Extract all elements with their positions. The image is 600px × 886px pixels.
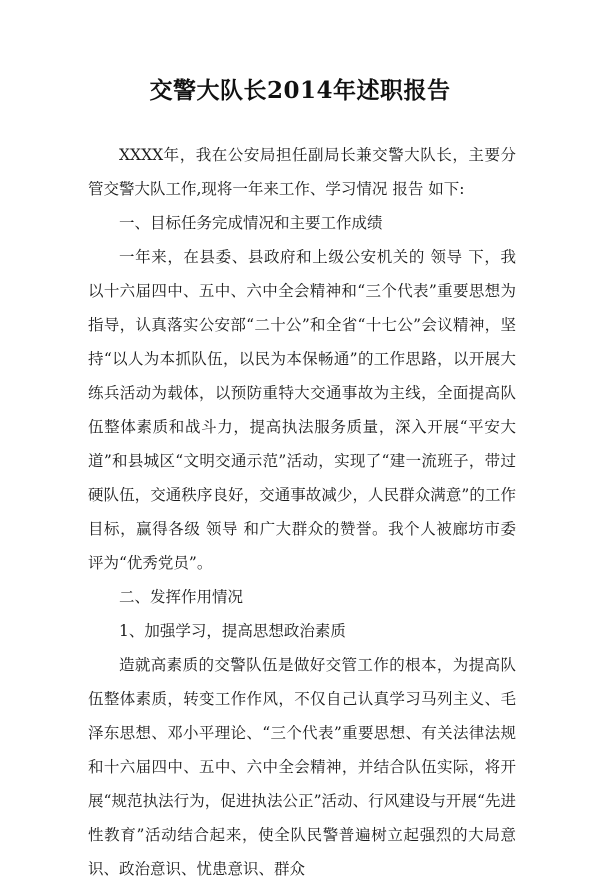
section-heading-2: 二、发挥作用情况: [119, 588, 244, 606]
document-body: [88, 138, 516, 886]
study-paragraph: 造就高素质的交警队伍是做好交管工作的根本，为提高队伍整体素质，转变工作作风，不仅自己认真学习马列主义、毛泽东思想、邓小平理论、“三个代表”重要思想、有关法律法规和十六届四中、五中、六中全会精神，并结合队伍实际，将开展“规范执法行为，促进执法公正”活动、行风建设与开展“先进性教育”活动结合起来，使全队民警普遍树立起强烈的大局意识、政治意识、忧患意识、群众: [88, 656, 516, 878]
document-title: 交警大队长2014年述职报告: [149, 77, 451, 104]
subsection-heading-1: 1、加强学习，提高思想政治素质: [119, 622, 346, 640]
section-heading-1: 一、目标任务完成情况和主要工作成绩: [119, 214, 383, 232]
intro-paragraph: XXXX年，我在公安局担任副局长兼交警大队长，主要分管交警大队工作,现将一年来工作、学习情况 报告 如下:: [88, 146, 516, 198]
achievements-paragraph: 一年来，在县委、县政府和上级公安机关的 领导 下，我以十六届四中、五中、六中全会精神和“三个代表”重要思想为指导，认真落实公安部“二十公”和全省“十七公”会议精神，坚持“以人为本抓队伍，以民为本保畅通”的工作思路，以开展大练兵活动为载体，以预防重特大交通事故为主线，全面提高队伍整体素质和战斗力，提高执法服务质量，深入开展“平安大道”和县城区“文明交通示范”活动，实现了“建一流班子，带过硬队伍，交通秩序良好，交通事故减少，人民群众满意”的工作目标，赢得各级 领导 和广大群众的赞誉。我个人被廊坊市委评为“优秀党员”。: [88, 248, 516, 572]
